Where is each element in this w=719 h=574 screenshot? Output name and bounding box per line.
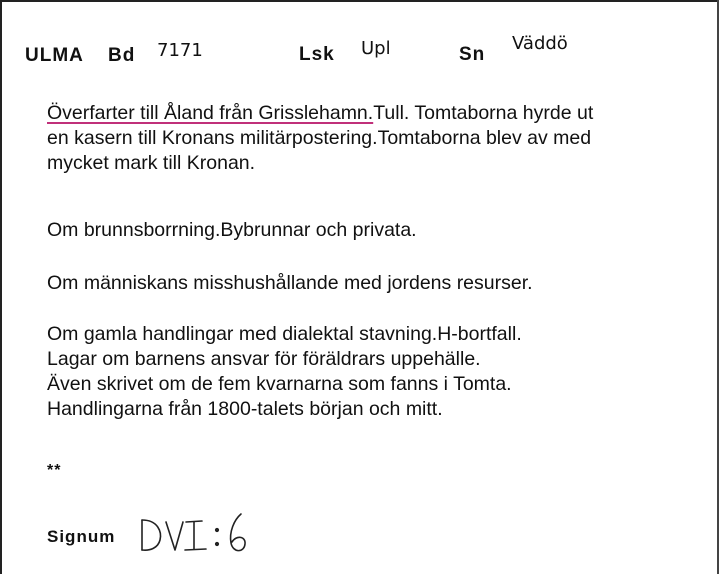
- landskap-label: Lsk: [299, 44, 335, 65]
- paragraph-1: [47, 101, 593, 176]
- underlined-topic: Överfarter till Åland från Grisslehamn.: [47, 102, 374, 124]
- card-border-top: [0, 0, 719, 2]
- paragraph-1-line-1-rest: Tull. Tomtaborna hyrde ut: [373, 102, 594, 124]
- paragraph-4-line-4: Handlingarna från 1800-talets början och mitt.: [47, 398, 443, 420]
- archive-label: ULMA: [25, 45, 84, 66]
- paragraph-4: [47, 322, 522, 422]
- paragraph-4-line-1: Om gamla handlingar med dialektal stavning.H-bortfall.: [47, 323, 522, 345]
- paragraph-1-line-3: mycket mark till Kronan.: [47, 152, 256, 174]
- signum-handwritten-value: [136, 508, 256, 558]
- paragraph-1-line-1: [47, 101, 593, 126]
- card-border-left: [0, 0, 2, 574]
- socken-value: Väddö: [512, 33, 568, 54]
- volume-value: 7171: [157, 40, 203, 61]
- volume-label: Bd: [108, 45, 136, 66]
- paragraph-2: Om brunnsborrning.Bybrunnar och privata.: [47, 219, 417, 241]
- paragraph-1-line-2: en kasern till Kronans militärpostering.Tomtaborna blev av med: [47, 127, 592, 149]
- paragraph-3: Om människans misshushållande med jordens resurser.: [47, 272, 533, 294]
- landskap-value: Upl: [361, 38, 391, 59]
- paragraph-4-line-2: Lagar om barnens ansvar för föräldrars uppehälle.: [47, 348, 481, 370]
- stars-marker: **: [47, 462, 62, 479]
- signum-label: Signum: [47, 527, 116, 546]
- socken-label: Sn: [459, 44, 486, 65]
- paragraph-4-line-3: Även skrivet om de fem kvarnarna som fanns i Tomta.: [47, 373, 512, 395]
